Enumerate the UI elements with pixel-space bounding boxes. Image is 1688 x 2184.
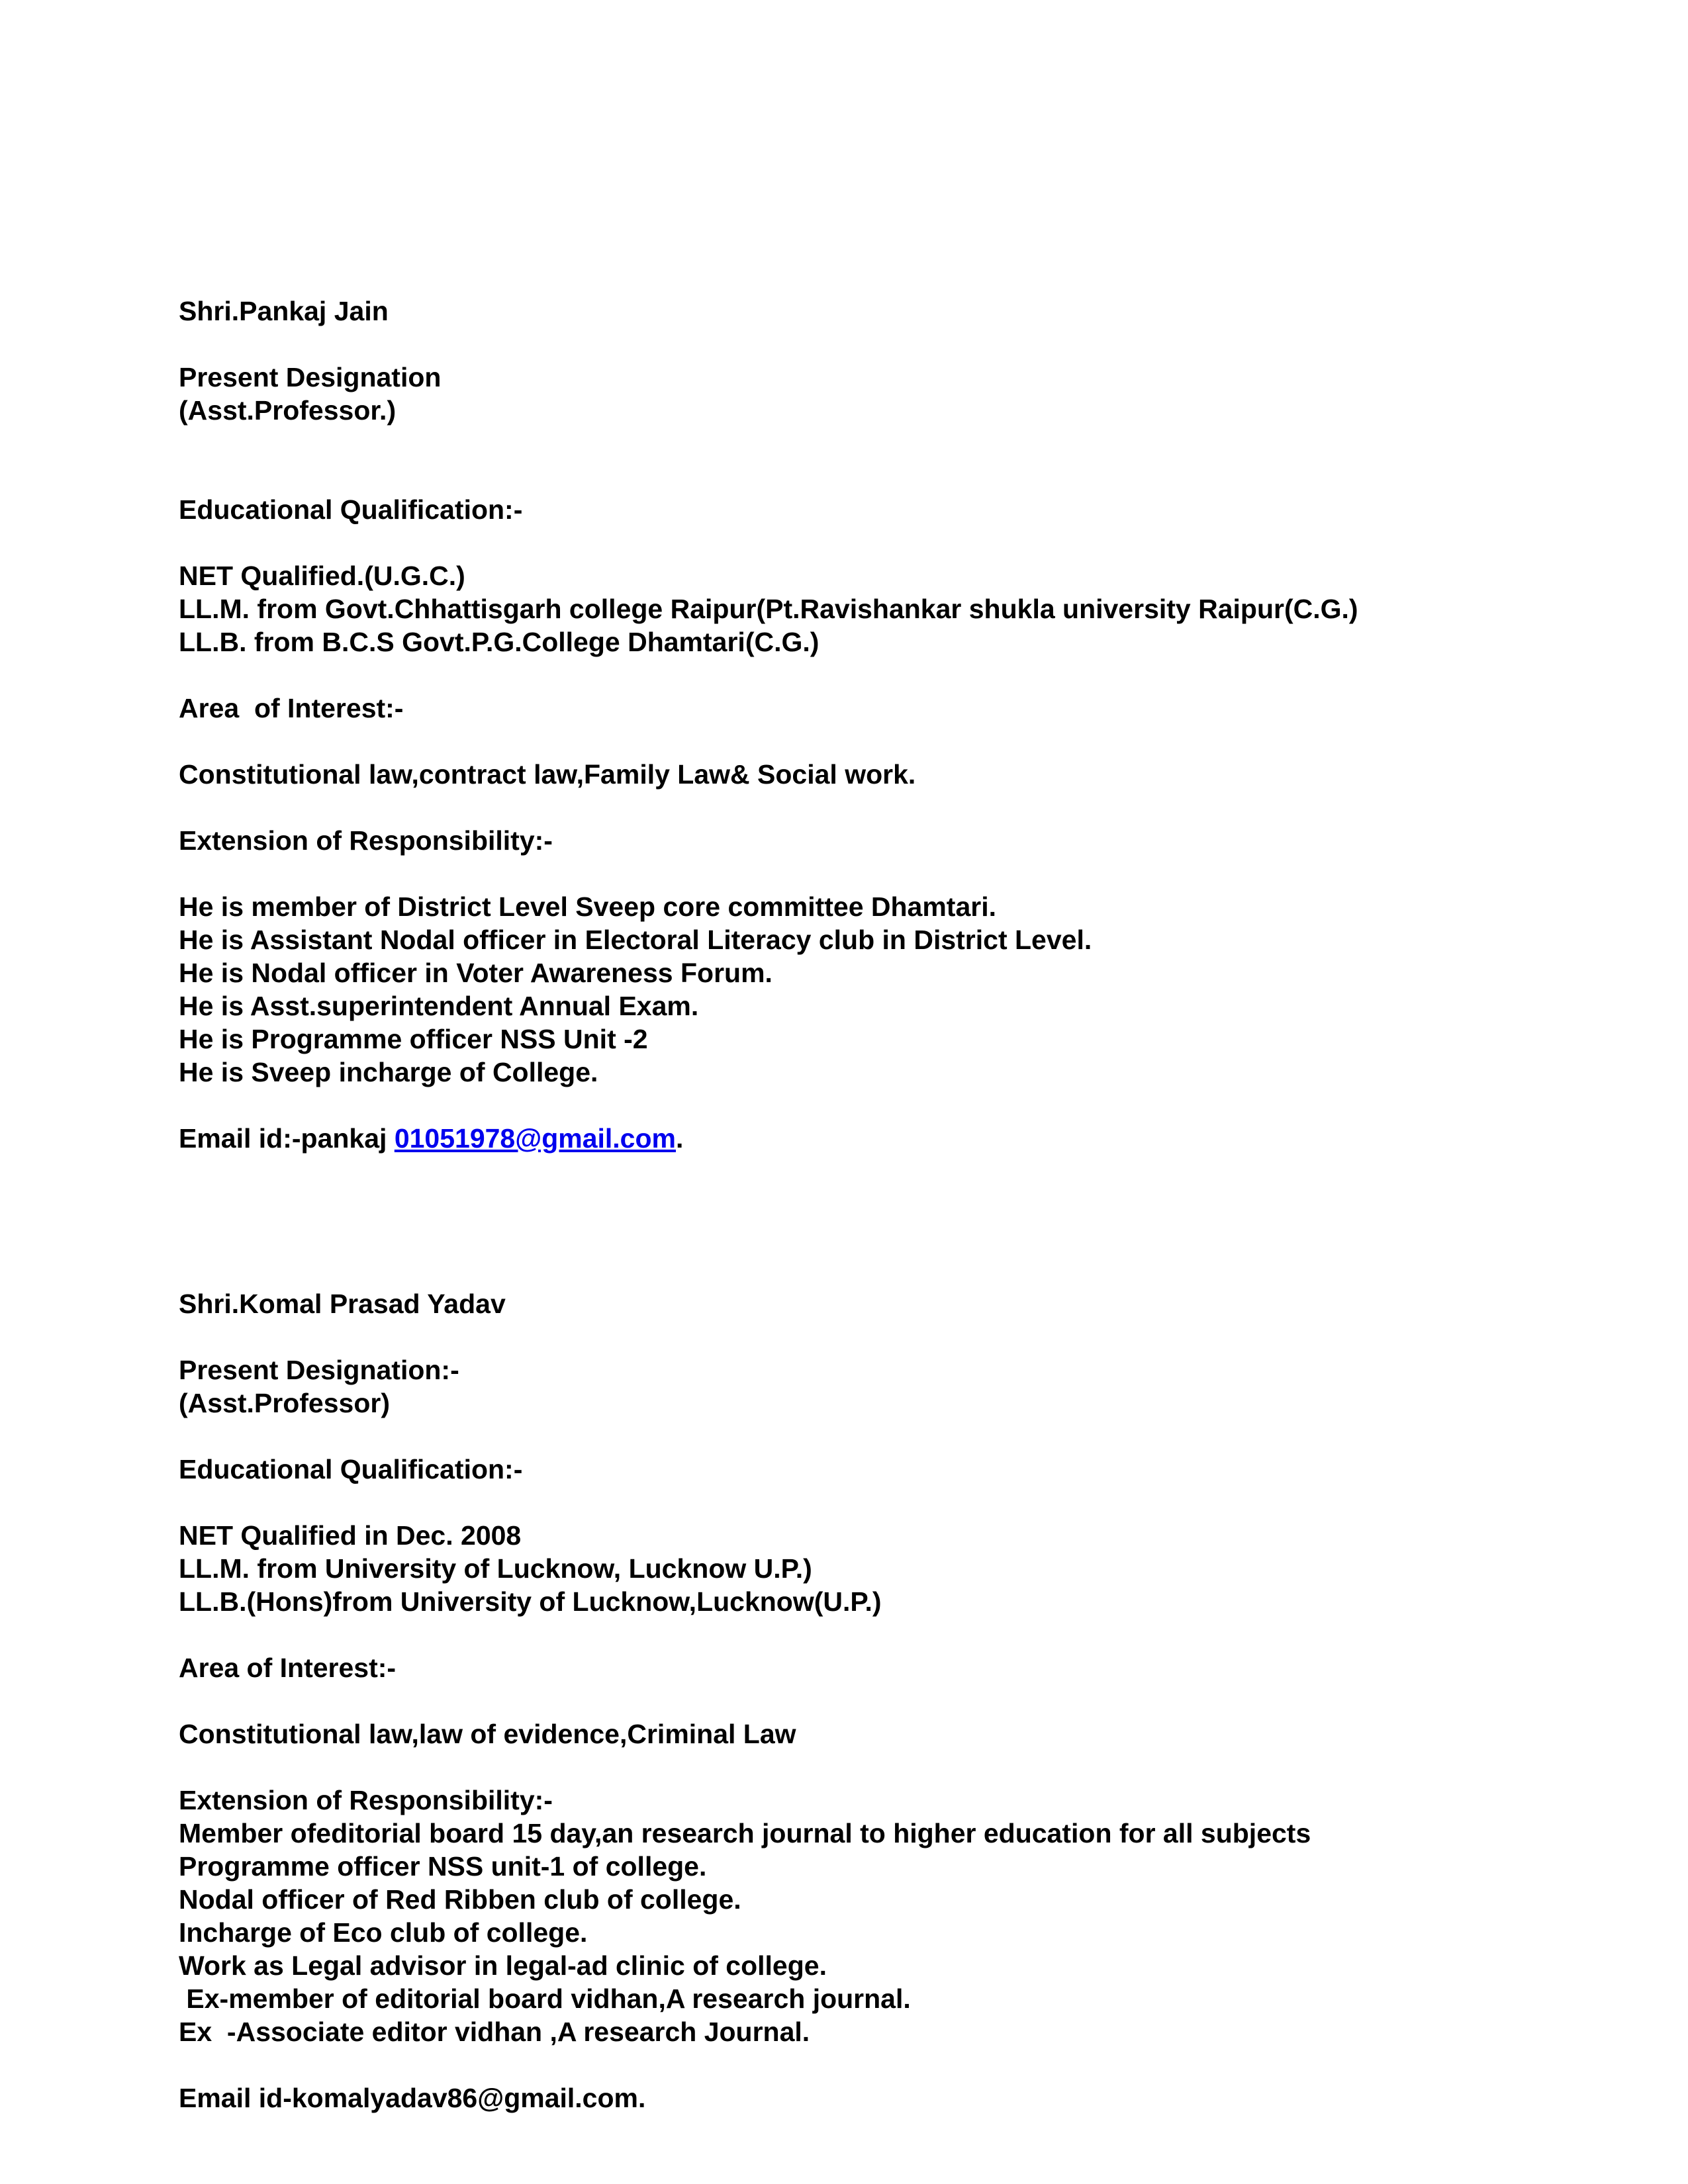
designation-heading: Present Designation: [179, 362, 442, 392]
responsibility-item: He is Assistant Nodal officer in Electoral Literacy club in District Level.: [179, 925, 1092, 955]
responsibility-item: He is Asst.superintendent Annual Exam.: [179, 991, 699, 1021]
qualification-heading: Educational Qualification:-: [179, 494, 523, 525]
document-page: [179, 295, 1569, 2115]
email-line: [179, 1122, 1569, 1155]
responsibility-item: He is member of District Level Sveep core committee Dhamtari.: [179, 891, 997, 922]
designation-heading: Present Designation:-: [179, 1355, 459, 1385]
email-prefix: Email id:-pankaj: [179, 1123, 395, 1154]
email-suffix: .: [676, 1123, 684, 1154]
responsibility-heading: Extension of Responsibility:-: [179, 1785, 553, 1815]
qualification-heading: Educational Qualification:-: [179, 1454, 523, 1484]
designation-value: (Asst.Professor): [179, 1388, 390, 1418]
qualification-item: LL.B. from B.C.S Govt.P.G.College Dhamtari(C.G.): [179, 627, 820, 657]
responsibility-item: Programme officer NSS unit-1 of college.: [179, 1851, 707, 1882]
qualification-item: LL.M. from University of Lucknow, Lucknow U.P.): [179, 1553, 812, 1584]
responsibility-item: Work as Legal advisor in legal-ad clinic of college.: [179, 1950, 827, 1981]
responsibility-item: Member ofeditorial board 15 day,an research journal to higher education for all subjects: [179, 1818, 1311, 1848]
faculty-name: Shri.Pankaj Jain: [179, 296, 389, 326]
qualification-item: NET Qualified.(U.G.C.): [179, 561, 465, 591]
qualification-item: LL.B.(Hons)from University of Lucknow,Lucknow(U.P.): [179, 1586, 882, 1617]
responsibility-item: He is Nodal officer in Voter Awareness Forum.: [179, 958, 773, 988]
qualification-item: NET Qualified in Dec. 2008: [179, 1520, 522, 1551]
responsibility-item: Ex-member of editorial board vidhan,A research journal.: [179, 1983, 911, 2014]
email-link[interactable]: 01051978@gmail.com: [394, 1123, 676, 1154]
responsibility-item: He is Programme officer NSS Unit -2: [179, 1024, 648, 1054]
qualification-item: LL.M. from Govt.Chhattisgarh college Raipur(Pt.Ravishankar shukla university Raipur(C.G.): [179, 594, 1358, 624]
interest-value: Constitutional law,law of evidence,Criminal Law: [179, 1719, 796, 1749]
responsibility-item: Nodal officer of Red Ribben club of college.: [179, 1884, 741, 1915]
email-line: Email id-komalyadav86@gmail.com.: [179, 2083, 646, 2113]
responsibility-item: He is Sveep incharge of College.: [179, 1057, 598, 1087]
responsibility-item: Ex -Associate editor vidhan ,A research Journal.: [179, 2017, 810, 2047]
interest-heading: Area of Interest:-: [179, 693, 404, 723]
designation-value: (Asst.Professor.): [179, 395, 397, 426]
faculty-profile-komal-prasad-yadav: [179, 1287, 1569, 2115]
faculty-name: Shri.Komal Prasad Yadav: [179, 1289, 506, 1319]
faculty-profile-pankaj-jain: [179, 295, 1569, 1155]
interest-heading: Area of Interest:-: [179, 1653, 397, 1683]
responsibility-item: Incharge of Eco club of college.: [179, 1917, 588, 1948]
interest-value: Constitutional law,contract law,Family Law& Social work.: [179, 759, 916, 790]
responsibility-heading: Extension of Responsibility:-: [179, 825, 553, 856]
